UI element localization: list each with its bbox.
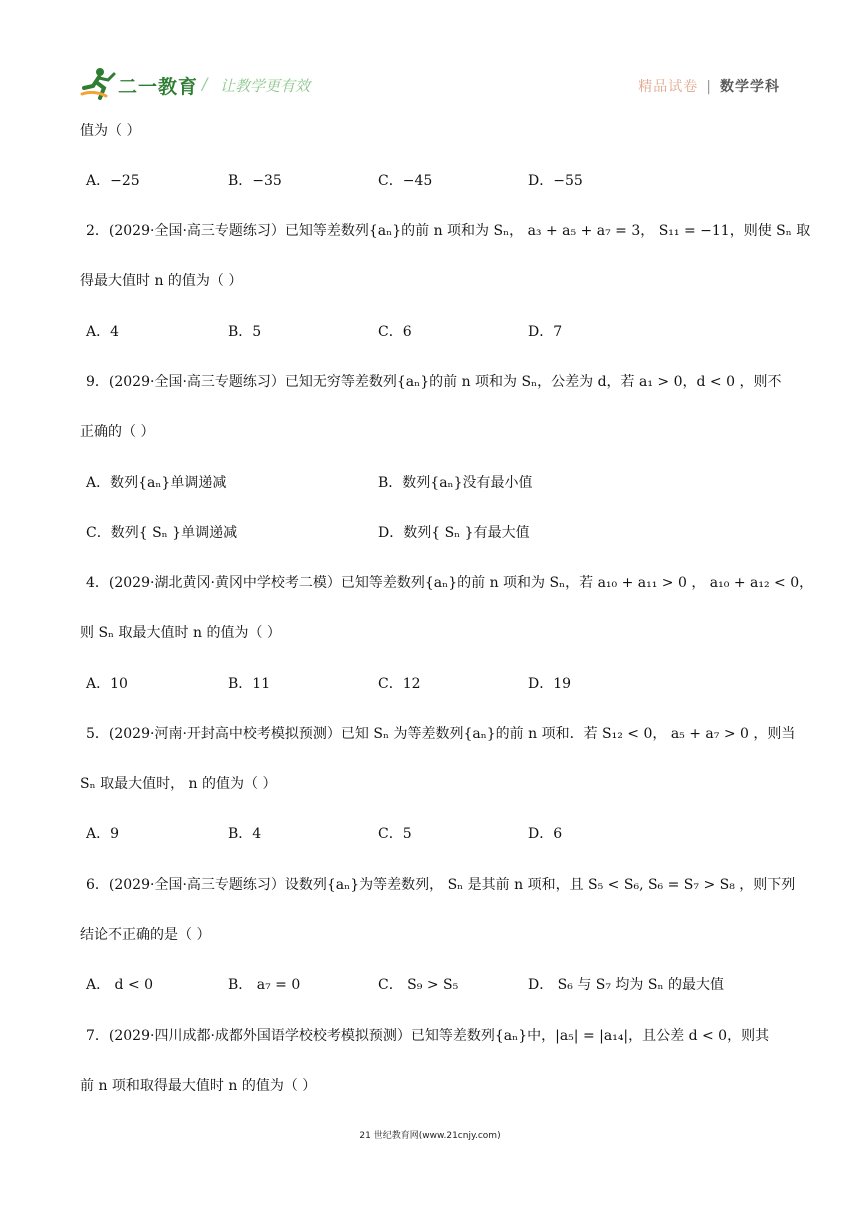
q5-option-c: C．5: [378, 826, 412, 842]
page-footer: 21 世纪教育网(www.21cnjy.com): [359, 1131, 501, 1141]
q9-option-a: A．数列{aₙ}单调递减: [86, 475, 227, 491]
q4-option-a: A．10: [86, 676, 128, 692]
q6-option-d: D． S₆ 与 S₇ 均为 Sₙ 的最大值: [528, 977, 724, 993]
question-2-line1: 2．(2029·全国·高三专题练习）已知等差数列{aₙ}的前 n 项和为 Sₙ， a₃ + a₅ + a₇ = 3， S₁₁ = −11，则使 Sₙ 取: [86, 223, 811, 239]
question-5-line2: Sₙ 取最大值时， n 的值为（ ）: [80, 776, 277, 792]
q2-option-a: A．4: [86, 324, 120, 340]
brand-name: 二一教育: [118, 76, 199, 98]
q6-option-a: A． d < 0: [86, 977, 154, 993]
q2-option-b: B．5: [228, 324, 262, 340]
q9-option-c: C．数列{ Sₙ }单调递减: [86, 525, 238, 541]
brand-slogan: 让教学更有效: [220, 77, 311, 95]
q9-option-d: D．数列{ Sₙ }有最大值: [378, 525, 530, 541]
question-9-line1: 9．(2029·全国·高三专题练习）已知无穷等差数列{aₙ}的前 n 项和为 Sₙ，公差为 d，若 a₁ > 0，d < 0 ，则不: [86, 374, 782, 390]
q2-option-c: C．6: [378, 324, 412, 340]
question-7-line2: 前 n 项和取得最大值时 n 的值为（ ）: [80, 1078, 317, 1094]
option-c: C．−45: [378, 173, 433, 189]
q4-option-d: D．19: [528, 676, 572, 692]
q2-option-d: D．7: [528, 324, 563, 340]
page-header: [0, 0, 860, 110]
question-4-line1: 4．(2029·湖北黄冈·黄冈中学校考二模）已知等差数列{aₙ}的前 n 项和为 Sₙ，若 a₁₀ + a₁₁ > 0 ， a₁₀ + a₁₂ < 0，: [86, 575, 814, 591]
q6-option-b: B． a₇ = 0: [228, 977, 301, 993]
q6-option-c: C． S₉ > S₅: [378, 977, 459, 993]
logo: [80, 66, 340, 102]
question-tail: 值为（ ）: [80, 123, 141, 139]
q4-option-c: C．12: [378, 676, 421, 692]
header-label: 精品试卷: [638, 79, 699, 95]
header-subject: 数学学科: [720, 79, 780, 95]
header-right: [638, 76, 780, 96]
header-slash: /: [202, 74, 208, 93]
question-5-line1: 5．(2029·河南·开封高中校考模拟预测）已知 Sₙ 为等差数列{aₙ}的前 n 项和．若 S₁₂ < 0， a₅ + a₇ > 0 ，则当: [86, 726, 796, 742]
question-2-line2: 得最大值时 n 的值为（ ）: [80, 273, 243, 289]
question-6-line2: 结论不正确的是（ ）: [80, 927, 211, 943]
question-9-line2: 正确的（ ）: [80, 424, 155, 440]
option-d: D．−55: [528, 173, 583, 189]
q4-option-b: B．11: [228, 676, 271, 692]
q5-option-a: A．9: [86, 826, 120, 842]
option-b: B．−35: [228, 173, 282, 189]
question-6-line1: 6．(2029·全国·高三专题练习）设数列{aₙ}为等差数列， Sₙ 是其前 n 项和，且 S₅ < S₆, S₆ = S₇ > S₈ ，则下列: [86, 877, 796, 893]
question-4-line2: 则 Sₙ 取最大值时 n 的值为（ ）: [80, 625, 281, 641]
q5-option-b: B．4: [228, 826, 262, 842]
q5-option-d: D．6: [528, 826, 563, 842]
option-a: A．−25: [86, 173, 140, 189]
question-7-line1: 7．(2029·四川成都·成都外国语学校校考模拟预测）已知等差数列{aₙ}中，|a₅| = |a₁₄|，且公差 d < 0，则其: [86, 1028, 770, 1044]
header-separator: |: [706, 79, 712, 95]
q9-option-b: B．数列{aₙ}没有最小值: [378, 475, 533, 491]
